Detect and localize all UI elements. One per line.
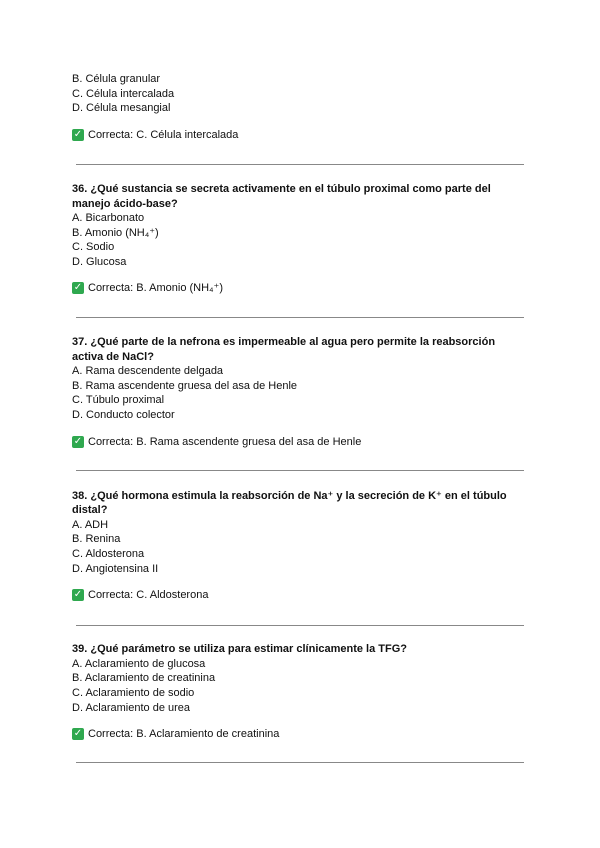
option-c: C. Sodio	[72, 241, 115, 253]
correct-answer	[72, 128, 238, 142]
question-title: 38. ¿Qué hormona estimula la reabsorción de Na⁺ y la secreción de K⁺ en el túbulo	[72, 490, 507, 502]
check-mark-icon: ✓	[73, 129, 83, 140]
option-b: B. Rama ascendente gruesa del asa de Henle	[72, 380, 298, 392]
option-b: B. Amonio (NH₄⁺)	[72, 227, 159, 239]
question-title-cont: activa de NaCl?	[72, 351, 154, 363]
check-mark-icon: ✓	[73, 728, 83, 739]
option-a: A. ADH	[72, 519, 109, 531]
option-a: A. Aclaramiento de glucosa	[72, 658, 206, 670]
check-mark-icon: ✓	[73, 589, 83, 600]
option-b: B. Aclaramiento de creatinina	[72, 672, 216, 684]
correct-answer	[72, 435, 361, 449]
divider	[76, 762, 524, 763]
correct-answer-text: Correcta: B. Rama ascendente gruesa del asa de Henle	[88, 436, 362, 448]
check-mark-icon: ✓	[73, 436, 83, 447]
question-title-cont: manejo ácido-base?	[72, 198, 178, 210]
divider	[76, 470, 524, 471]
correct-answer	[72, 727, 279, 741]
option-c: C. Aldosterona	[72, 548, 145, 560]
option-a: A. Rama descendente delgada	[72, 365, 224, 377]
correct-answer	[72, 281, 223, 295]
correct-answer-text: Correcta: B. Aclaramiento de creatinina	[88, 728, 280, 740]
option-c: C. Célula intercalada	[72, 88, 175, 100]
divider	[76, 164, 524, 165]
option-a: A. Bicarbonato	[72, 212, 145, 224]
option-d: D. Angiotensina II	[72, 563, 159, 575]
check-mark-icon: ✓	[73, 282, 83, 293]
divider	[76, 317, 524, 318]
question-title-cont: distal?	[72, 504, 108, 516]
question-title: 39. ¿Qué parámetro se utiliza para estimar clínicamente la TFG?	[72, 643, 408, 655]
question-title: 36. ¿Qué sustancia se secreta activamente en el túbulo proximal como parte del	[72, 183, 491, 195]
option-d: D. Aclaramiento de urea	[72, 702, 191, 714]
correct-answer-text: Correcta: B. Amonio (NH₄⁺)	[88, 282, 223, 294]
question-title: 37. ¿Qué parte de la nefrona es impermeable al agua pero permite la reabsorción	[72, 336, 496, 348]
option-d: D. Glucosa	[72, 256, 127, 268]
option-c: C. Túbulo proximal	[72, 394, 165, 406]
option-c: C. Aclaramiento de sodio	[72, 687, 195, 699]
option-b: B. Célula granular	[72, 73, 161, 85]
correct-answer	[72, 588, 208, 602]
option-d: D. Conducto colector	[72, 409, 175, 421]
correct-answer-text: Correcta: C. Célula intercalada	[88, 129, 239, 141]
correct-answer-text: Correcta: C. Aldosterona	[88, 589, 209, 601]
option-b: B. Renina	[72, 533, 121, 545]
option-d: D. Célula mesangial	[72, 102, 171, 114]
divider	[76, 625, 524, 626]
